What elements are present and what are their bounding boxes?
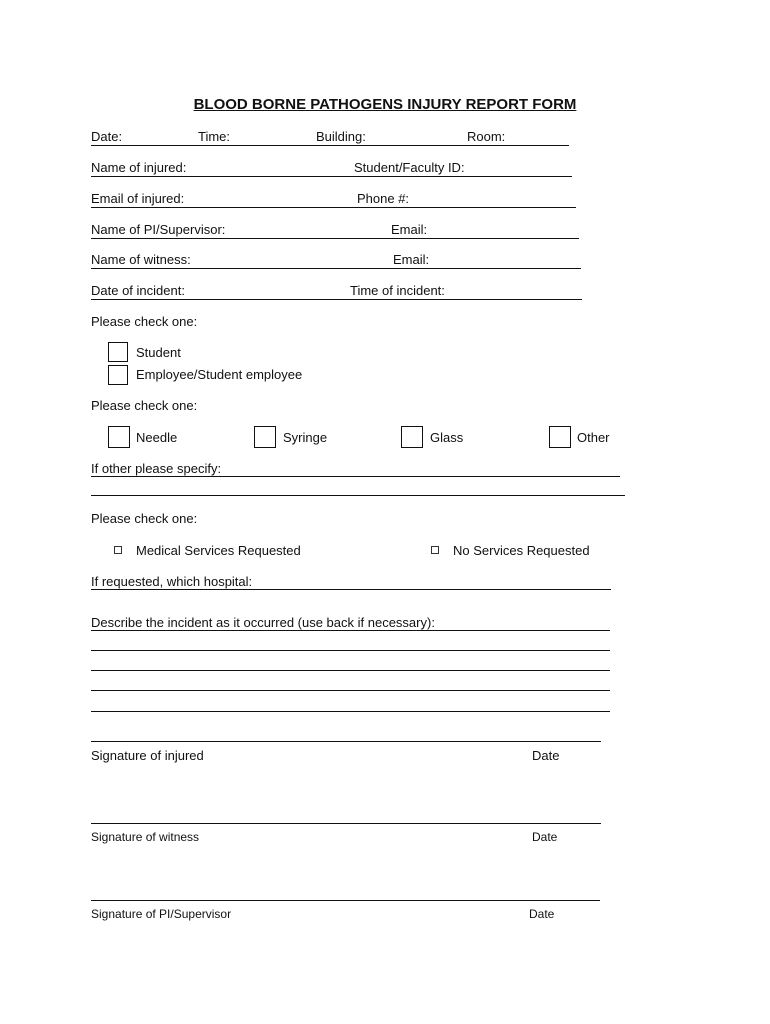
pi-email-label: Email: [391, 222, 428, 237]
syringe-option-label: Syringe [283, 430, 328, 445]
name-injured-line[interactable] [91, 176, 572, 177]
building-label: Building: [316, 129, 366, 144]
other-specify-line[interactable] [91, 476, 620, 477]
check-one-heading: Please check one: [91, 398, 198, 413]
needle-checkbox[interactable] [108, 426, 130, 448]
check-one-heading: Please check one: [91, 314, 198, 329]
email-injured-label: Email of injured: [91, 191, 185, 206]
no-services-checkbox[interactable] [431, 546, 439, 554]
check-one-heading: Please check one: [91, 511, 198, 526]
employee-option-label: Employee/Student employee [136, 367, 303, 382]
describe-line[interactable] [91, 711, 610, 712]
hospital-label: If requested, which hospital: [91, 574, 253, 589]
incident-date-time-line[interactable] [91, 299, 582, 300]
syringe-checkbox[interactable] [254, 426, 276, 448]
time-incident-label: Time of incident: [350, 283, 445, 298]
signature-pi-line[interactable] [91, 900, 600, 901]
other-checkbox[interactable] [549, 426, 571, 448]
witness-email-label: Email: [393, 252, 430, 267]
room-label: Room: [467, 129, 506, 144]
signature-pi-label: Signature of PI/Supervisor [91, 907, 232, 921]
signature-injured-line[interactable] [91, 741, 601, 742]
signature-injured-label: Signature of injured [91, 748, 204, 763]
needle-option-label: Needle [136, 430, 178, 445]
describe-line[interactable] [91, 670, 610, 671]
email-phone-line[interactable] [91, 207, 576, 208]
form-title: BLOOD BORNE PATHOGENS INJURY REPORT FORM [193, 96, 577, 113]
signature-witness-date-label: Date [532, 830, 558, 844]
name-injured-label: Name of injured: [91, 160, 187, 175]
describe-line[interactable] [91, 690, 610, 691]
glass-checkbox[interactable] [401, 426, 423, 448]
medical-services-checkbox[interactable] [114, 546, 122, 554]
time-label: Time: [198, 129, 231, 144]
describe-label: Describe the incident as it occurred (use back if necessary): [91, 615, 435, 630]
date-time-building-room-line[interactable] [91, 145, 569, 146]
student-option-label: Student [136, 345, 181, 360]
other-specify-line-2[interactable] [91, 495, 625, 496]
medical-services-label: Medical Services Requested [136, 543, 301, 558]
employee-checkbox[interactable] [108, 365, 128, 385]
student-checkbox[interactable] [108, 342, 128, 362]
date-incident-label: Date of incident: [91, 283, 185, 298]
signature-pi-date-label: Date [529, 907, 555, 921]
signature-injured-date-label: Date [532, 748, 560, 763]
date-label: Date: [91, 129, 123, 144]
other-option-label: Other [577, 430, 610, 445]
signature-witness-line[interactable] [91, 823, 601, 824]
phone-label: Phone #: [357, 191, 410, 206]
student-faculty-id-label: Student/Faculty ID: [354, 160, 465, 175]
witness-line[interactable] [91, 268, 581, 269]
hospital-line[interactable] [91, 589, 611, 590]
pi-supervisor-label: Name of PI/Supervisor: [91, 222, 226, 237]
signature-witness-label: Signature of witness [91, 830, 200, 844]
other-specify-label: If other please specify: [91, 461, 222, 476]
describe-line[interactable] [91, 630, 610, 631]
no-services-label: No Services Requested [453, 543, 590, 558]
describe-line[interactable] [91, 650, 610, 651]
glass-option-label: Glass [430, 430, 464, 445]
witness-label: Name of witness: [91, 252, 191, 267]
pi-supervisor-line[interactable] [91, 238, 579, 239]
